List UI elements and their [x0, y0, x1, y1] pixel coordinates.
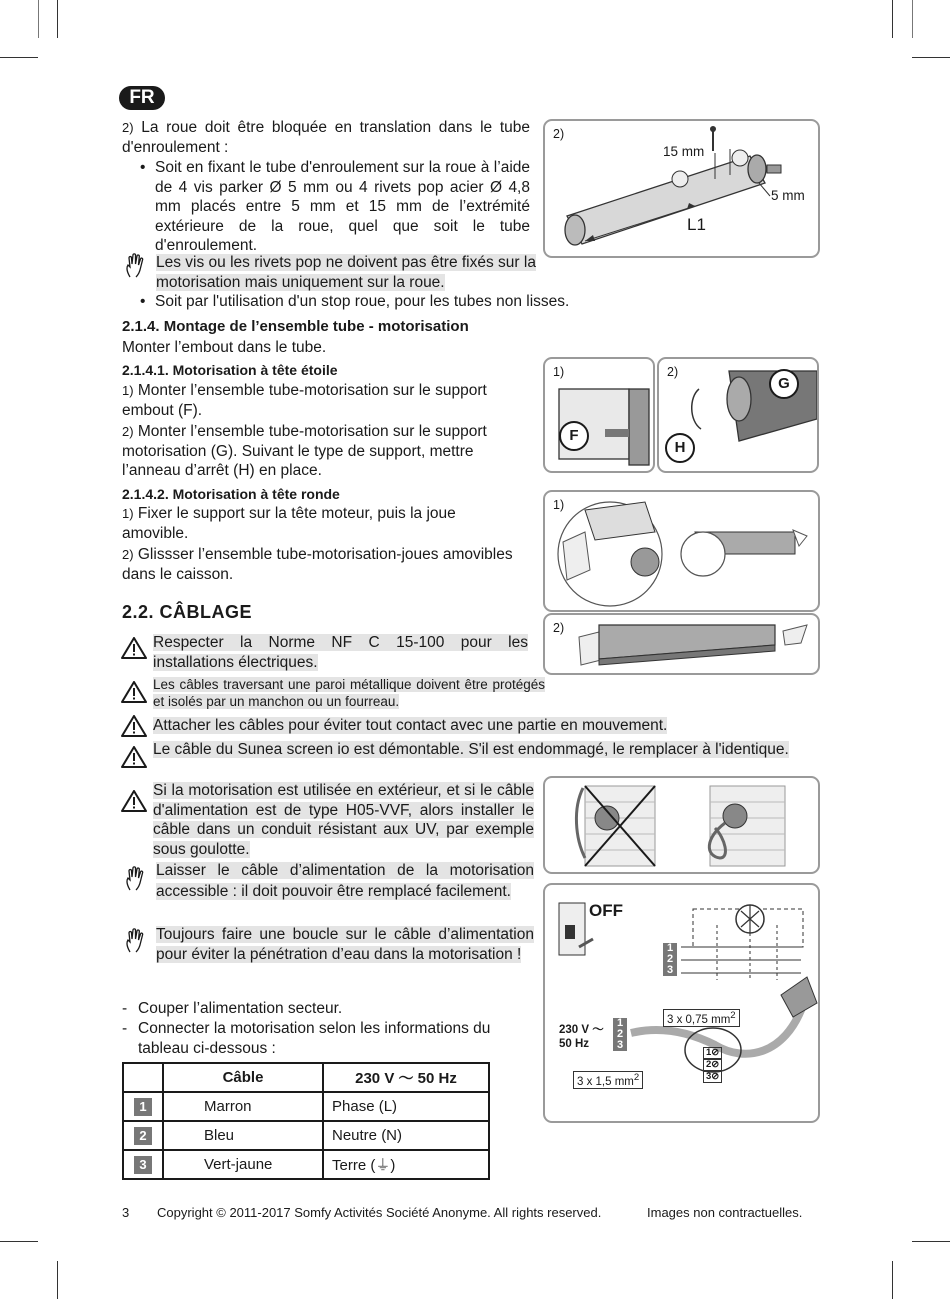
row-number-cell: [123, 1121, 163, 1150]
warning-text: Attacher les câbles pour éviter tout contact avec une partie en mouvement.: [153, 717, 668, 734]
step-2: [122, 545, 522, 584]
crop-mark: [912, 1241, 950, 1242]
dim-l1: L1: [687, 215, 706, 234]
warning-text: Les câbles traversant une paroi métallique doivent être protégés et isolés par un manchon ou un fourreau.: [153, 677, 545, 709]
table-header-row: [123, 1063, 489, 1092]
terminal-block: [703, 1047, 722, 1083]
item-text: La roue doit être bloquée en translation dans le tube d'enroulement :: [122, 119, 530, 156]
warning-icon: [121, 681, 147, 703]
hand-note-icon: [124, 253, 148, 279]
cable-table: [122, 1062, 490, 1180]
warning-icon: [121, 790, 147, 812]
row-number: 3: [134, 1156, 152, 1174]
section-title-2-1-4: 2.1.4. Montage de l’ensemble tube - motorisation: [122, 318, 469, 335]
cable-cell: Marron: [163, 1092, 323, 1121]
figure-label: 2): [667, 365, 679, 379]
crop-mark: [57, 1261, 58, 1299]
wire-3: 3: [666, 964, 674, 976]
table-row: [123, 1092, 489, 1121]
warning-3: [153, 716, 753, 736]
warning-text: Si la motorisation est utilisée en extérieur, et si le câble d'alimentation est de type H05-VVF, alors installer le câble dans un conduit résistant aux UV, par exemple sous goulotte.: [153, 782, 534, 858]
row-number: 2: [134, 1127, 152, 1145]
cable-spec-b-text: 3 x 1,5 mm: [577, 1075, 634, 1088]
value-cell: Neutre (N): [323, 1121, 489, 1150]
star-support-drawing: [545, 359, 653, 471]
wire-1: 1: [666, 942, 674, 954]
section-title-2-1-4-1: 2.1.4.1. Motorisation à tête étoile: [122, 362, 338, 378]
section-text-2-1-4: Monter l’embout dans le tube.: [122, 339, 327, 356]
label-h: H: [665, 433, 695, 463]
cable-spec-a-text: 3 x 0,75 mm: [667, 1013, 731, 1026]
value-cell: Phase (L): [323, 1092, 489, 1121]
crop-mark: [0, 1241, 38, 1242]
dash-item-1: Couper l’alimentation secteur.: [138, 1000, 343, 1017]
off-label: OFF: [589, 901, 623, 920]
step-number: 2): [122, 547, 134, 562]
cable-cell: Bleu: [163, 1121, 323, 1150]
intro-bullet-2: Soit par l'utilisation d'un stop roue, pour les tubes non lisses.: [155, 293, 570, 310]
cable-spec-a: [663, 1009, 740, 1027]
note-2: [156, 925, 534, 964]
table-row: [123, 1150, 489, 1179]
disclaimer: Images non contractuelles.: [647, 1205, 803, 1220]
superscript: 2: [730, 1010, 736, 1021]
bullet-marker: •: [140, 293, 146, 310]
intro-note: [156, 253, 536, 292]
voltage-label: 230 V ～ 50 Hz: [559, 1024, 604, 1050]
figure-round-1: [543, 490, 820, 612]
figure-label: 1): [553, 498, 565, 512]
note-text: Laisser le câble d’alimentation de la motorisation accessible : il doit pouvoir être remplacé facilement.: [156, 862, 534, 900]
crop-mark: [912, 0, 913, 38]
dash-marker: -: [122, 1020, 128, 1037]
warning-2: [153, 676, 545, 710]
figure-label: 1): [553, 365, 565, 379]
dash-item-2: Connecter la motorisation selon les informations du tableau ci-dessous :: [138, 1020, 491, 1057]
wire-2: 2: [666, 953, 674, 965]
table-header-blank: [123, 1063, 163, 1092]
cable-loop-drawing: [545, 778, 818, 872]
step-text: Monter l’ensemble tube-motorisation sur le support embout (F).: [122, 382, 487, 419]
step-number: 1): [122, 383, 134, 398]
warning-text: Respecter la Norme NF C 15-100 pour les installations électriques.: [153, 634, 528, 671]
language-badge: FR: [119, 86, 165, 110]
label-f: F: [559, 421, 589, 451]
item-number: 2): [122, 120, 134, 135]
step-text: Fixer le support sur la tête moteur, puis la joue amovible.: [122, 505, 456, 542]
table-row: [123, 1121, 489, 1150]
figure-star-1: [543, 357, 655, 473]
intro-item-2: [122, 118, 530, 157]
crop-mark: [57, 0, 58, 38]
figure-label: 2): [553, 621, 565, 635]
warning-5: [153, 781, 534, 859]
dash-marker: -: [122, 1000, 128, 1017]
hand-note-icon: [124, 866, 148, 892]
frequency: 50 Hz: [559, 1038, 590, 1050]
figure-wiring: [543, 883, 820, 1123]
row-number-cell: [123, 1150, 163, 1179]
bullet-marker: •: [140, 159, 146, 176]
superscript: 2: [633, 1072, 640, 1083]
label-g: G: [769, 369, 799, 399]
warning-icon: [121, 715, 147, 737]
wire-numbers-bottom: [613, 1018, 627, 1051]
note-1: [156, 861, 534, 902]
note-text: Les vis ou les rivets pop ne doivent pas être fixés sur la motorisation mais uniquement sur la roue.: [156, 254, 536, 291]
warning-icon: [121, 637, 147, 659]
dim-5mm: 5 mm: [771, 188, 805, 203]
figure-star-2: [657, 357, 819, 473]
wire-1: 1: [616, 1017, 624, 1029]
step-1: [122, 381, 527, 420]
hand-note-icon: [124, 928, 148, 954]
crop-mark: [892, 0, 893, 38]
step-text: Glissser l’ensemble tube-motorisation-joues amovibles dans le caisson.: [122, 546, 513, 583]
wire-2: 2: [616, 1028, 624, 1040]
section-title-2-2: 2.2. CÂBLAGE: [122, 602, 253, 622]
section-title-2-1-4-2: 2.1.4.2. Motorisation à tête ronde: [122, 486, 340, 502]
copyright: Copyright © 2011-2017 Somfy Activités Société Anonyme. All rights reserved.: [157, 1205, 602, 1220]
wire-numbers-top: [663, 943, 677, 976]
step-1: [122, 504, 522, 543]
dim-15mm: 15 mm: [663, 144, 705, 159]
warning-4: [153, 740, 819, 760]
note-text: Toujours faire une boucle sur le câble d’alimentation pour éviter la pénétration d’eau dans la motorisation !: [156, 926, 534, 963]
step-number: 1): [122, 506, 134, 521]
warning-1: [153, 633, 528, 672]
voltage: 230 V: [559, 1024, 590, 1036]
terminal-2: 2⊘: [703, 1059, 722, 1071]
step-2: [122, 422, 527, 481]
terminal-1: 1⊘: [703, 1047, 722, 1059]
intro-bullet-1: Soit en fixant le tube d'enroulement sur la roue à l’aide de 4 vis parker Ø 5 mm ou 4 rivets pop acier Ø 4,8 mm placés entre 5 mm et 15 mm de l’extrémité extérieure de la roue, quel que soit le tube d'enroulement.: [155, 159, 530, 254]
figure-tube-fixing: [543, 119, 820, 258]
cable-spec-b: [573, 1071, 643, 1089]
table-header: 230 V ～ 50 Hz: [323, 1063, 489, 1092]
round-box-drawing: [545, 615, 818, 673]
figure-round-2: [543, 613, 820, 675]
page-number: 3: [122, 1205, 130, 1220]
row-number: 1: [134, 1098, 152, 1116]
round-assembly-drawing: [545, 492, 818, 610]
terminal-3: 3⊘: [703, 1071, 722, 1083]
value-cell: Terre (⏚): [323, 1150, 489, 1179]
crop-mark: [0, 57, 38, 58]
warning-icon: [121, 746, 147, 768]
crop-mark: [38, 0, 39, 38]
figure-cable-loop: [543, 776, 820, 874]
warning-text: Le câble du Sunea screen io est démontable. S'il est endommagé, le remplacer à l'identique.: [153, 741, 789, 758]
wire-3: 3: [616, 1039, 624, 1051]
crop-mark: [912, 57, 950, 58]
table-header: Câble: [163, 1063, 323, 1092]
step-text: Monter l’ensemble tube-motorisation sur le support motorisation (G). Suivant le type de support, mettre l’anneau d’arrêt (H) en place.: [122, 423, 487, 479]
row-number-cell: [123, 1092, 163, 1121]
step-number: 2): [122, 424, 134, 439]
cable-cell: Vert-jaune: [163, 1150, 323, 1179]
figure-label: 2): [553, 127, 565, 141]
crop-mark: [892, 1261, 893, 1299]
